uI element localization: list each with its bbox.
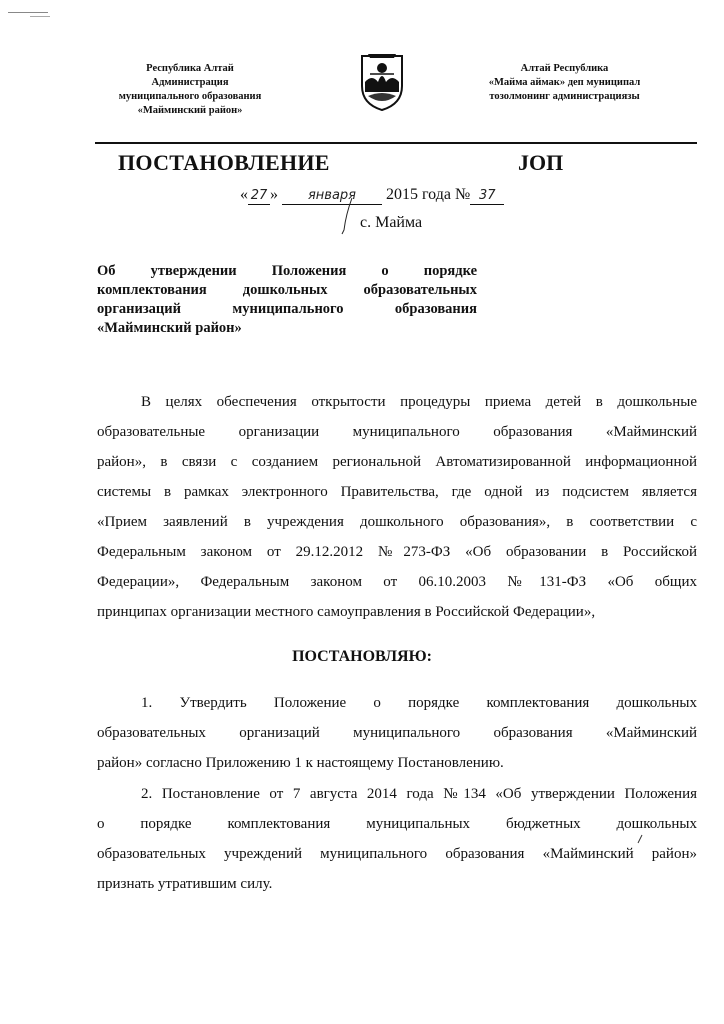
preamble-line: принципах организации местного самоуправления в Российской Федерации»,: [97, 604, 596, 620]
preamble-line: Федерации», Федеральным законом от 06.10.2003 №131-ФЗ «Об общих: [97, 574, 697, 590]
date-month: января: [282, 188, 382, 205]
header-right-line: Алтай Республика: [520, 63, 609, 74]
scan-mark: [30, 16, 50, 17]
preamble-line: район», в связи с созданием региональной Автоматизированной информационной: [97, 454, 697, 470]
preamble-line: системы в рамках электронного Правительства, где одной из подсистем является: [97, 484, 697, 500]
date-line: [240, 186, 504, 205]
header-left-line: Республика Алтай: [146, 63, 234, 74]
subject-line: комплектования дошкольных образовательных: [97, 282, 477, 298]
item-1-line: район» согласно Приложению 1 к настоящему Постановлению.: [97, 755, 504, 771]
item-2-line: 2. Постановление от 7 августа 2014 года №134 «Об утверждении Положения: [141, 786, 697, 802]
subject-line: «Майминский район»: [97, 320, 242, 336]
subject-line: Об утверждении Положения о порядке: [97, 263, 477, 279]
preamble-line: образовательные организации муниципального образования «Майминский: [97, 424, 697, 440]
preamble-line: В целях обеспечения открытости процедуры приема детей в дошкольные: [141, 394, 697, 410]
header-right-line: тозолмонинг администрациязы: [489, 91, 640, 102]
date-year: 2015 года: [386, 186, 451, 203]
header-right-line: «Майма аймак» деп муниципал: [488, 77, 641, 88]
scan-mark: [8, 12, 48, 13]
document-title-altai: ЈОП: [518, 150, 564, 175]
coat-of-arms-icon: [356, 52, 408, 112]
item-2-line: признать утратившим силу.: [97, 876, 273, 892]
header-right-block: [462, 62, 667, 104]
pen-stroke: [338, 196, 356, 236]
document-title: ПОСТАНОВЛЕНИЕ: [118, 150, 330, 175]
header-left-block: [85, 62, 295, 118]
header-left-line: муниципального образования: [118, 91, 262, 102]
header-divider: [95, 142, 697, 144]
item-2-line: о порядке комплектования муниципальных бюджетных дошкольных: [97, 816, 697, 832]
header-left-line: «Майминский район»: [137, 105, 243, 116]
number-sign: №: [454, 186, 471, 203]
item-1-paragraph: [97, 688, 697, 778]
preamble-paragraph: [97, 387, 697, 627]
document-number: 37: [470, 188, 504, 205]
item-2-paragraph: [97, 779, 697, 899]
document-subject: [97, 262, 477, 338]
item-1-line: образовательных организаций муниципального образования «Майминский: [97, 725, 697, 741]
quote-open: «: [240, 186, 248, 203]
preamble-line: Федеральным законом от 29.12.2012 №273-ФЗ «Об образовании в Российской: [97, 544, 697, 560]
quote-close: »: [270, 186, 278, 203]
preamble-line: «Прием заявлений в учреждения дошкольного образования», в соответствии с: [97, 514, 697, 530]
subject-line: организаций муниципального образования: [97, 301, 477, 317]
date-day: 27: [248, 188, 270, 205]
pen-mark: [636, 834, 644, 844]
item-1-line: 1. Утвердить Положение о порядке комплектования дошкольных: [141, 695, 697, 711]
place-of-issue: с. Майма: [360, 214, 423, 231]
header-left-line: Администрация: [151, 77, 229, 88]
item-2-line: образовательных учреждений муниципального образования «Майминский район»: [97, 846, 697, 862]
decree-heading: ПОСТАНОВЛЯЮ:: [292, 648, 432, 665]
